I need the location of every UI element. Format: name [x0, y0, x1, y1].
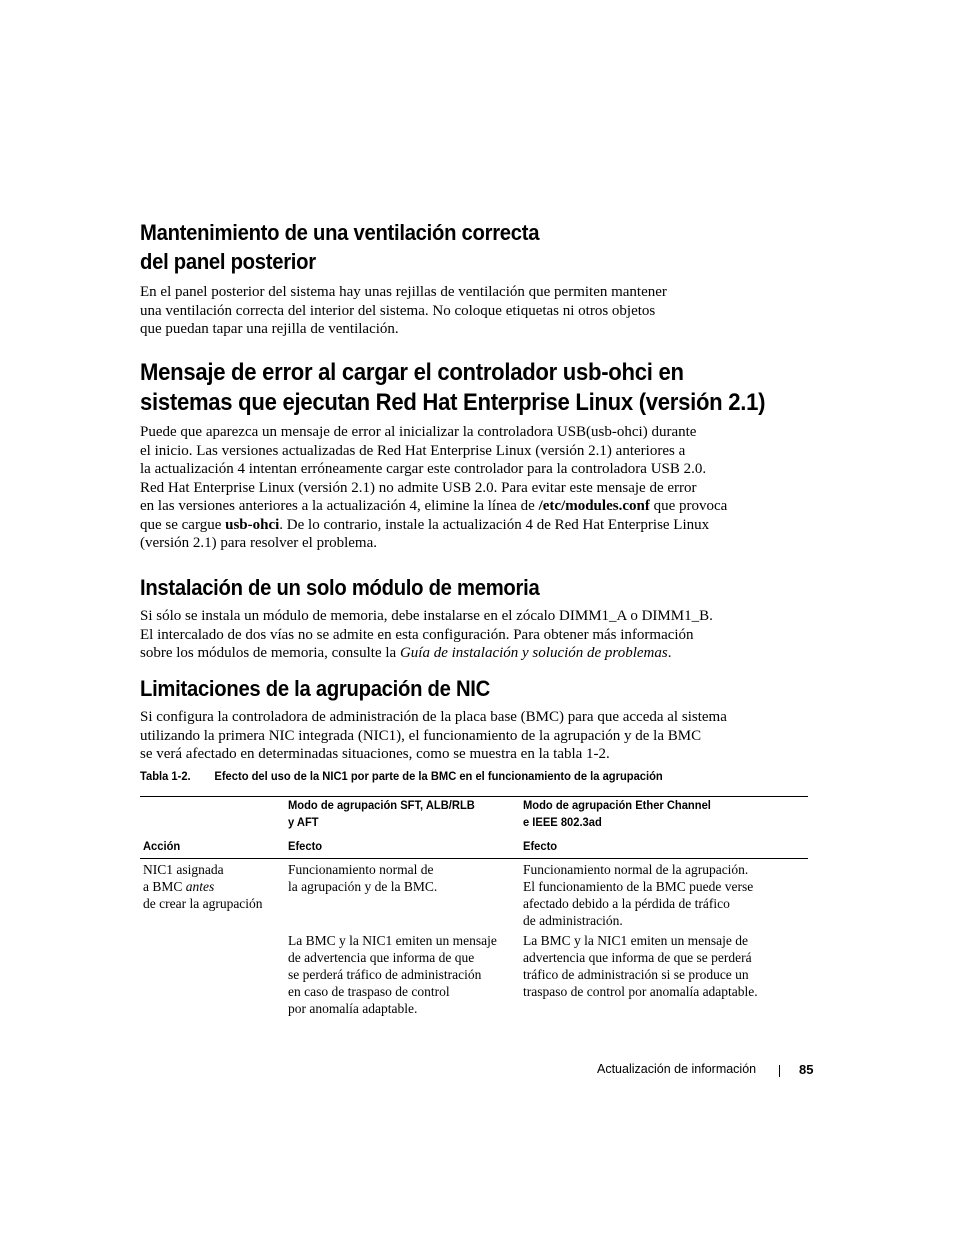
paragraph-line: Si sólo se instala un módulo de memoria, debe instalarse en el zócalo DIMM1_A o DIMM1_B.	[140, 608, 713, 624]
table-column-header-action: Acción	[143, 839, 181, 853]
paragraph-line: la actualización 4 intentan erróneamente cargar este controlador para la controladora USB 2.0.	[140, 461, 707, 477]
table-header-rule	[140, 858, 808, 859]
table-column-header-effect: Efecto	[523, 839, 558, 853]
paragraph-line: sobre los módulos de memoria, consulte la Guía de instalación y solución de problemas.	[140, 645, 672, 661]
table-column-header-effect: Efecto	[288, 839, 323, 853]
table-group-header-etherchannel: Modo de agrupación Ether Channel e IEEE 802.3ad	[523, 798, 711, 829]
paragraph-line: se verá afectado en determinadas situaciones, como se muestra en la tabla 1-2.	[140, 746, 610, 762]
table-caption-label: Tabla 1-2.	[140, 769, 191, 783]
document-reference: Guía de instalación y solución de problemas	[399, 645, 668, 661]
table-cell-effect-etherchannel: Funcionamiento normal de la agrupación. El funcionamiento de la BMC puede verse afectado debido a la pérdida de tráfico de administración.	[523, 862, 754, 928]
heading-line: del panel posterior	[140, 249, 316, 274]
driver-name: usb-ohci	[225, 516, 280, 533]
footer-separator	[779, 1065, 780, 1077]
file-path: /etc/modules.conf	[538, 498, 650, 514]
section-heading-single-memory-module	[140, 573, 539, 602]
paragraph-line: El intercalado de dos vías no se admite en esta configuración. Para obtener más información	[140, 626, 694, 643]
paragraph-nic-teaming	[140, 708, 727, 764]
paragraph-line: el inicio. Las versiones actualizadas de Red Hat Enterprise Linux (versión 2.1) anteriores a	[140, 442, 686, 459]
section-heading-usb-ohci-error	[140, 358, 765, 418]
paragraph-line: una ventilación correcta del interior del sistema. No coloque etiquetas ni otros objetos	[140, 302, 656, 319]
paragraph-ventilation	[140, 283, 667, 339]
section-heading-nic-teaming	[140, 674, 490, 703]
paragraph-usb-ohci	[140, 423, 727, 553]
heading-line: Instalación de un solo módulo de memoria	[140, 575, 540, 600]
footer-section-title: Actualización de información	[597, 1062, 757, 1076]
table-cell-effect-sft: La BMC y la NIC1 emiten un mensaje de advertencia que informa de que se perderá tráfico de administración en caso de traspaso de control por anomalía adaptable.	[288, 933, 497, 1016]
table-caption	[140, 769, 663, 783]
table-caption-text: Efecto del uso de la NIC1 por parte de la BMC en el funcionamiento de la agrupación	[214, 769, 663, 783]
heading-line: Mensaje de error al cargar el controlador usb-ohci en	[140, 359, 684, 386]
paragraph-line: que puedan tapar una rejilla de ventilación.	[140, 321, 399, 337]
paragraph-line: utilizando la primera NIC integrada (NIC1), el funcionamiento de la agrupación y de la BMC	[140, 727, 702, 744]
table-cell-action: NIC1 asignada a BMC antes de crear la agrupación	[143, 862, 263, 911]
paragraph-line: que se cargue usb-ohci. De lo contrario, instale la actualización 4 de Red Hat Enterprise Linux	[140, 516, 710, 533]
paragraph-line: Si configura la controladora de administración de la placa base (BMC) para que acceda al sistema	[140, 709, 727, 725]
paragraph-line: En el panel posterior del sistema hay unas rejillas de ventilación que permiten mantener	[140, 284, 667, 300]
paragraph-line: en las versiones anteriores a la actualización 4, elimine la línea de /etc/modules.conf que provoca	[140, 498, 728, 514]
paragraph-line: Puede que aparezca un mensaje de error al inicializar la controladora USB(usb-ohci) durante	[140, 424, 697, 440]
heading-line: Mantenimiento de una ventilación correcta	[140, 220, 540, 245]
heading-line: Limitaciones de la agrupación de NIC	[140, 676, 490, 701]
paragraph-line: Red Hat Enterprise Linux (versión 2.1) no admite USB 2.0. Para evitar este mensaje de error	[140, 479, 697, 496]
paragraph-memory	[140, 607, 713, 663]
section-heading-ventilation	[140, 218, 539, 276]
page-number: 85	[799, 1062, 814, 1077]
table-cell-effect-sft: Funcionamiento normal de la agrupación y de la BMC.	[288, 862, 438, 894]
table-cell-effect-etherchannel: La BMC y la NIC1 emiten un mensaje de advertencia que informa de que se perderá tráfico de administración si se produce un traspaso de control por anomalía adaptable.	[523, 933, 758, 999]
table-group-header-sft: Modo de agrupación SFT, ALB/RLB y AFT	[288, 798, 475, 829]
paragraph-line: (versión 2.1) para resolver el problema.	[140, 535, 377, 551]
heading-line: sistemas que ejecutan Red Hat Enterprise Linux (versión 2.1)	[140, 389, 766, 416]
